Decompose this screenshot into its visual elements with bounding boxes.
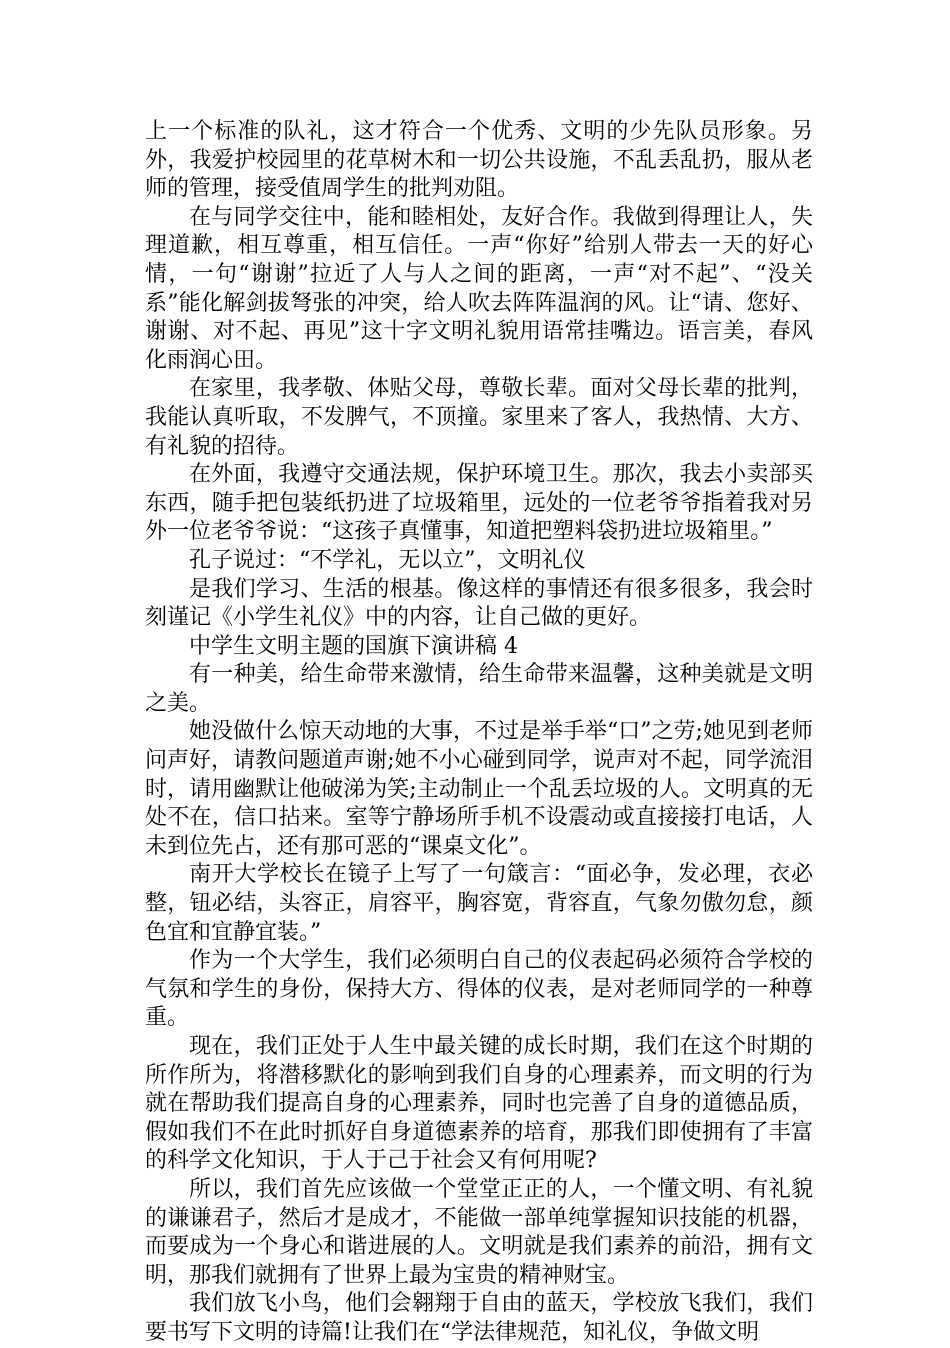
paragraph: 孔子说过：“不学礼，无以立”，文明礼仪 xyxy=(189,547,586,573)
paragraph: 我们放飞小鸟，他们会翱翔于自由的蓝天，学校放飞我们，我们要书写下文明的诗篇!让我们在“学法律规范，知礼仪，争做文明 xyxy=(145,1291,813,1345)
paragraph: 她没做什么惊天动地的大事，不过是举手举“口”之劳;她见到老师问声好，请教问题道声谢;她不小心碰到同学，说声对不起，同学流泪时，请用幽默让他破涕为笑;主动制止一个乱丢垃圾的人。文明真的无处不在，信口拈来。室等宁静场所手机不设震动或直接接打电话，人未到位先占，还有那可恶的“课桌文化”。 xyxy=(145,719,813,859)
paragraph: 作为一个大学生，我们必须明白自己的仪表起码必须符合学校的气氛和学生的身份，保持大方、得体的仪表，是对老师同学的一种尊重。 xyxy=(145,948,813,1031)
paragraph: 在外面，我遵守交通法规，保护环境卫生。那次，我去小卖部买东西，随手把包装纸扔进了垃圾箱里，远处的一位老爷爷指着我对另外一位老爷爷说：“这孩子真懂事，知道把塑料袋扔进垃圾箱里。” xyxy=(145,462,813,545)
paragraph: 南开大学校长在镜子上写了一句箴言：“面必争，发必理，衣必整，钮必结，头容正，肩容平，胸容宽，背容直，气象勿傲勿怠，颜色宜和宜静宜装。” xyxy=(145,862,813,945)
document-body xyxy=(145,118,813,1348)
paragraph: 现在，我们正处于人生中最关键的成长时期，我们在这个时期的所作所为，将潜移默化的影响到我们自身的心理素养，而文明的行为就在帮助我们提高自身的心理素养，同时也完善了自身的道德品质，假如我们不在此时抓好自身道德素养的培育，那我们即使拥有了丰富的科学文化知识，于人于己于社会又有何用呢? xyxy=(145,1034,813,1174)
paragraph: 在与同学交往中，能和睦相处，友好合作。我做到得理让人，失理道歉，相互尊重，相互信任。一声“你好”给别人带去一天的好心情，一句“谢谢”拉近了人与人之间的距离，一声“对不起”、“没关系”能化解剑拔弩张的冲突，给人吹去阵阵温润的风。让“请、您好、谢谢、对不起、再见”这十字文明礼貌用语常挂嘴边。语言美，春风化雨润心田。 xyxy=(145,204,813,373)
paragraph: 所以，我们首先应该做一个堂堂正正的人，一个懂文明、有礼貌的谦谦君子，然后才是成才，不能做一部单纯掌握知识技能的机器，而要成为一个身心和谐进展的人。文明就是我们素养的前沿，拥有文明，那我们就拥有了世界上最为宝贵的精神财宝。 xyxy=(145,1176,813,1288)
paragraph: 有一种美，给生命带来激情，给生命带来温馨，这种美就是文明之美。 xyxy=(145,662,813,716)
paragraph: 在家里，我孝敬、体贴父母，尊敬长辈。面对父母长辈的批判，我能认真听取，不发脾气，不顶撞。家里来了客人，我热情、大方、有礼貌的招待。 xyxy=(145,376,813,459)
section-heading: 中学生文明主题的国旗下演讲稿 4 xyxy=(189,633,518,659)
paragraph: 是我们学习、生活的根基。像这样的事情还有很多很多，我会时刻谨记《小学生礼仪》中的内容，让自己做的更好。 xyxy=(145,576,813,631)
paragraph-continuation: 上一个标准的队礼，这才符合一个优秀、文明的少先队员形象。另外，我爱护校园里的花草树木和一切公共设施，不乱丢乱扔，服从老师的管理，接受值周学生的批判劝阻。 xyxy=(145,119,813,202)
